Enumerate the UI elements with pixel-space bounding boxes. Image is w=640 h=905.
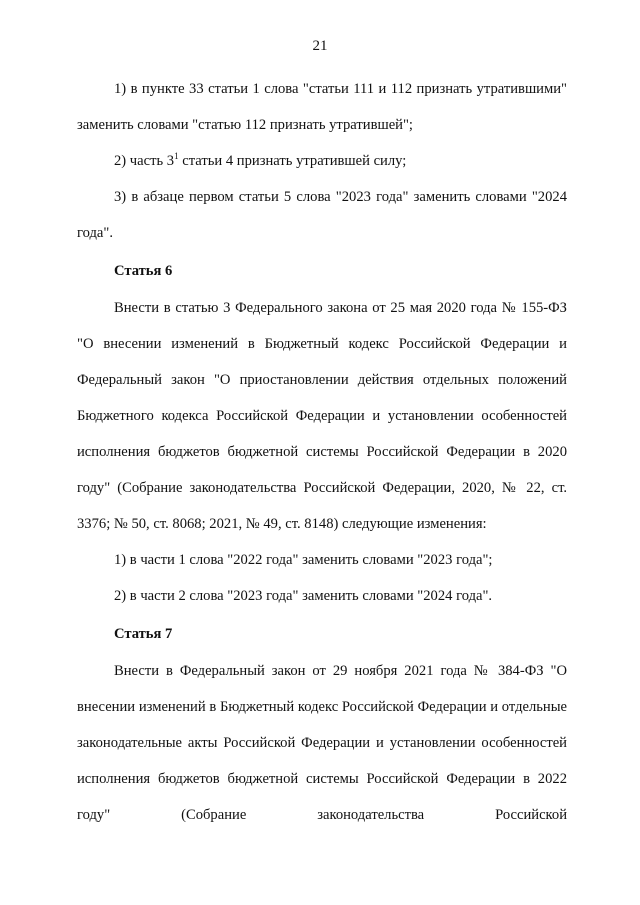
article-7-heading: Статья 7: [114, 626, 173, 642]
superscript-number: 1: [174, 151, 179, 161]
article-6-item-2: 2) в части 2 слова "2023 года" заменить словами "2024 года".: [114, 588, 493, 604]
paragraph-item-2: [77, 143, 567, 179]
article-6-item-1: 1) в части 1 слова "2022 года" заменить словами "2023 года";: [114, 552, 493, 568]
item-2-text-start: 2) часть 3: [114, 153, 175, 169]
document-body: [77, 71, 567, 833]
item-2-text-end: статьи 4 признать утратившей силу;: [178, 153, 407, 169]
paragraph-item-3: 3) в абзаце первом статьи 5 слова "2023 года" заменить словами "2024 года".: [77, 189, 567, 241]
article-7-intro: Внести в Федеральный закон от 29 ноября 2021 года № 384-ФЗ "О внесении изменений в Бюджетный кодекс Российской Федерации и отдельные законодательные акты Российской Федерации и установлении особенностей исполнения бюджетов бюджетной системы Российской Федерации в 2022 году" (Собрание законодательства Российской: [77, 663, 567, 823]
article-6-heading: Статья 6: [114, 263, 173, 279]
paragraph-item-1: 1) в пункте 33 статьи 1 слова "статьи 111 и 112 признать утратившими" заменить словами "статью 112 признать утратившей";: [77, 81, 567, 133]
page-number: 21: [312, 38, 328, 54]
article-6-intro: Внести в статью 3 Федерального закона от 25 мая 2020 года № 155-ФЗ "О внесении изменений в Бюджетный кодекс Российской Федерации и Федеральный закон "О приостановлении действия отдельных положений Бюджетного кодекса Российской Федерации и установлении особенностей исполнения бюджетов бюджетной системы Российской Федерации в 2020 году" (Собрание законодательства Российской Федерации, 2020, № 22, ст. 3376; № 50, ст. 8068; 2021, № 49, ст. 8148) следующие изменения:: [77, 300, 567, 532]
